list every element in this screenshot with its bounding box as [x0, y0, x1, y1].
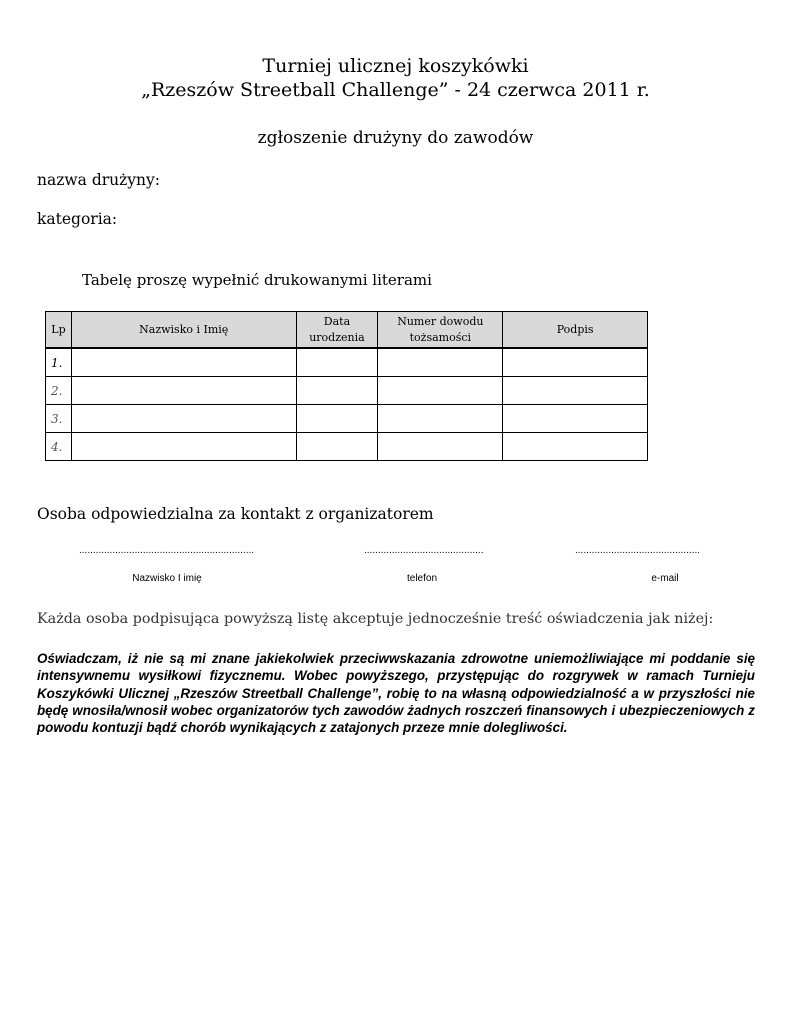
header-signature: Podpis	[503, 312, 648, 349]
signature-cell[interactable]	[503, 377, 648, 405]
table-header-row	[46, 312, 648, 349]
id-cell[interactable]	[378, 433, 503, 461]
dob-cell[interactable]	[296, 433, 378, 461]
table-row	[46, 348, 648, 377]
contact-phone-caption: telefon	[406, 573, 438, 584]
table-row	[46, 405, 648, 433]
table-row	[46, 433, 648, 461]
row-number: 4.	[46, 433, 72, 461]
contact-heading: Osoba odpowiedzialna za kontakt z organizatorem	[37, 505, 434, 523]
declaration-statement: Oświadczam, iż nie są mi znane jakiekolwiek przeciwwskazania zdrowotne uniemożliwiające mi poddanie się intensywnemu wysiłkowi fizycznemu. Wobec powyższego, przystępując do rozgrywek w ramach Turnieju Koszykówki Ulicznej „Rzeszów Streetball Challenge”, robię to na własną odpowiedzialność a w przyszłości nie będę wnosiła/wnosił wobec organizatorów tych zawodów żadnych roszczeń finansowych i ubezpieczeniowych z powodu kontuzji bądź chorób wynikających z zatajonych przeze mnie dolegliwości.	[37, 651, 755, 736]
contact-phone-field[interactable]: ...........................................	[364, 545, 484, 556]
header-id	[378, 312, 503, 349]
name-cell[interactable]	[71, 348, 296, 377]
table-instruction: Tabelę proszę wypełnić drukowanymi literami	[82, 271, 432, 289]
name-cell[interactable]	[71, 377, 296, 405]
title-line-1: Turniej ulicznej koszykówki	[262, 55, 529, 77]
signature-cell[interactable]	[503, 433, 648, 461]
header-lp: Lp	[46, 312, 72, 349]
category-label: kategoria:	[37, 210, 118, 228]
subtitle: zgłoszenie drużyny do zawodów	[257, 128, 534, 148]
contact-email-field[interactable]: .............................................	[575, 545, 701, 556]
contact-name-field[interactable]: ...............................................................	[79, 545, 255, 556]
dob-cell[interactable]	[296, 348, 378, 377]
header-dob-line1: Data	[323, 314, 351, 328]
id-cell[interactable]	[378, 377, 503, 405]
row-number: 2.	[46, 377, 72, 405]
name-cell[interactable]	[71, 405, 296, 433]
id-cell[interactable]	[378, 405, 503, 433]
header-dob	[296, 312, 378, 349]
acceptance-text: Każda osoba podpisująca powyższą listę akceptuje jednocześnie treść oświadczenia jak niżej:	[37, 611, 714, 627]
dob-cell[interactable]	[296, 377, 378, 405]
team-name-label: nazwa drużyny:	[37, 171, 161, 189]
row-number: 3.	[46, 405, 72, 433]
id-cell[interactable]	[378, 348, 503, 377]
header-dob-line2: urodzenia	[309, 330, 365, 344]
contact-email-caption: e-mail	[651, 573, 679, 584]
header-name: Nazwisko i Imię	[71, 312, 296, 349]
header-id-line2: tożsamości	[409, 330, 472, 344]
signature-cell[interactable]	[503, 405, 648, 433]
row-number: 1.	[46, 348, 72, 377]
contact-name-caption: Nazwisko I imię	[132, 573, 202, 584]
title-line-2: „Rzeszów Streetball Challenge” - 24 czerwca 2011 r.	[141, 79, 650, 101]
participants-table	[45, 311, 648, 461]
dob-cell[interactable]	[296, 405, 378, 433]
header-id-line1: Numer dowodu	[397, 314, 484, 328]
signature-cell[interactable]	[503, 348, 648, 377]
table-row	[46, 377, 648, 405]
name-cell[interactable]	[71, 433, 296, 461]
